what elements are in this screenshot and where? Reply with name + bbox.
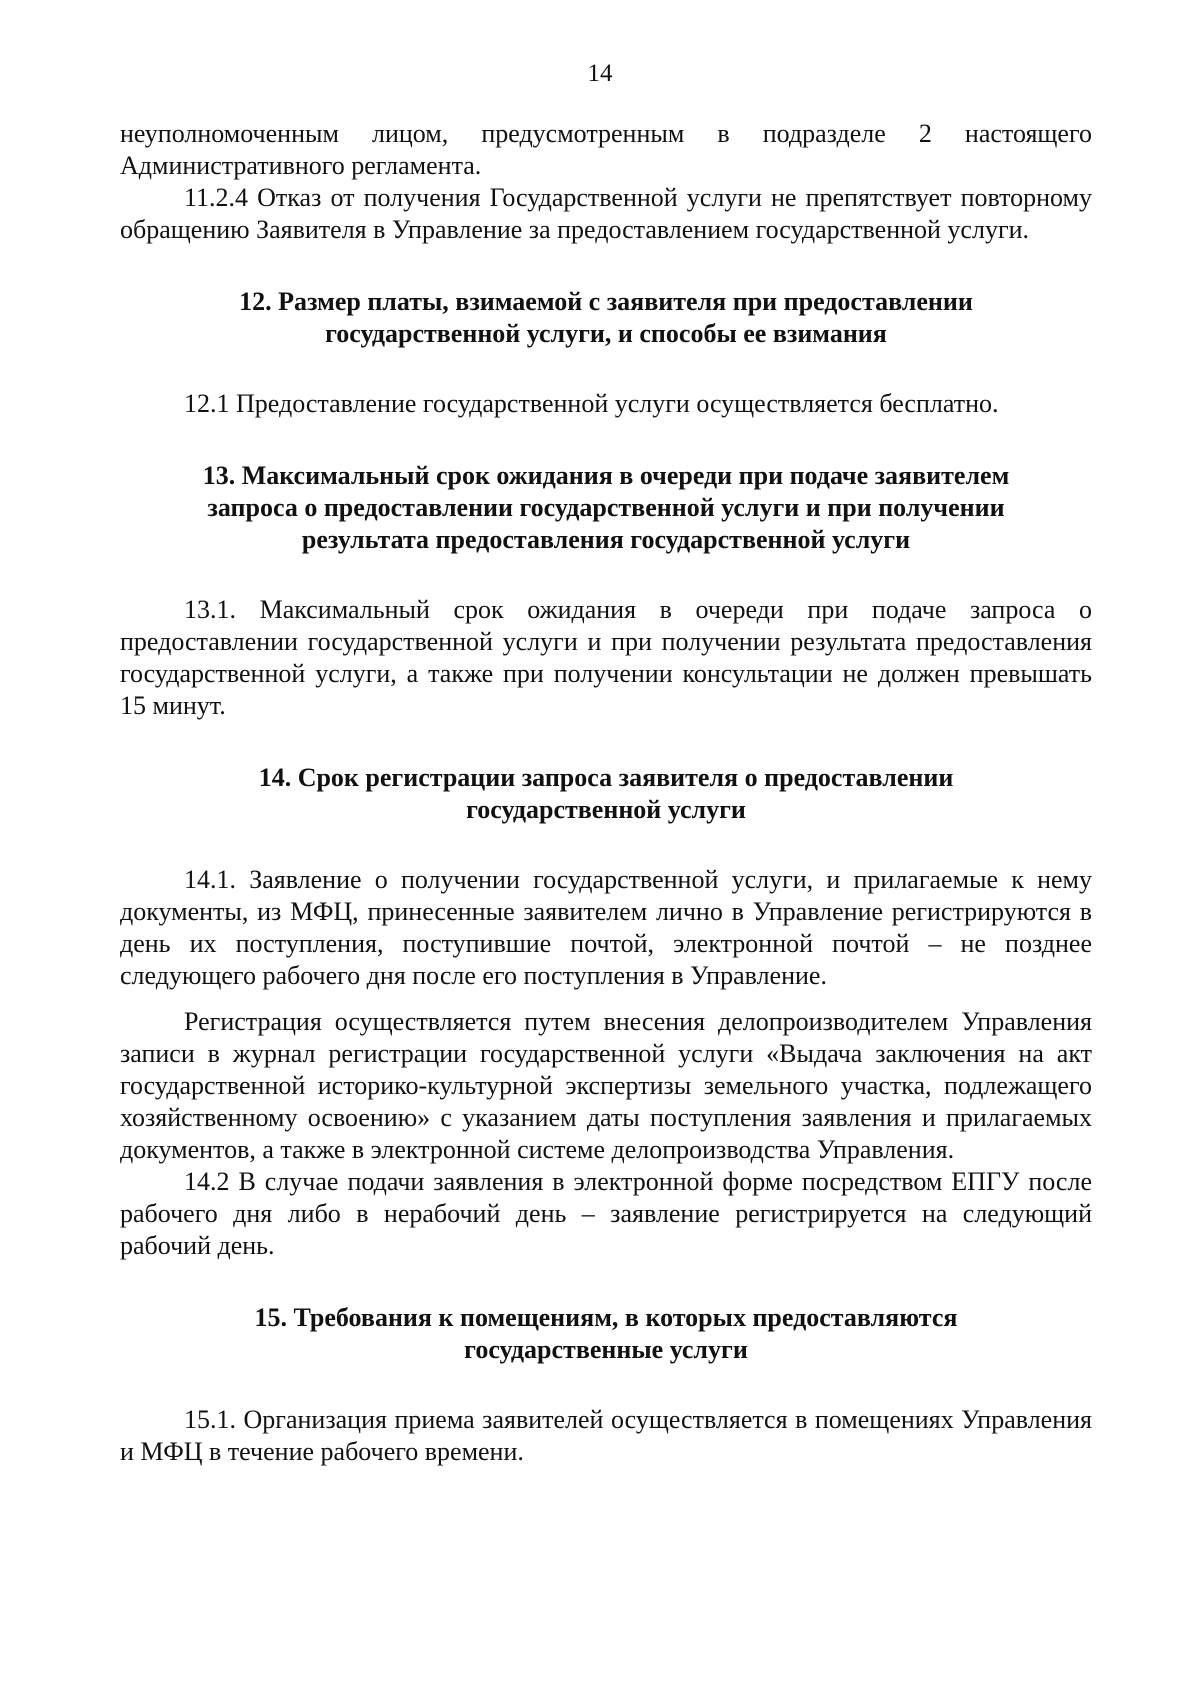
section-12-heading-line-1: 12. Размер платы, взимаемой с заявителя при предоставлении [239,287,973,316]
paragraph-13-1: 13.1. Максимальный срок ожидания в очереди при подаче запроса о предоставлении государственной услуги и при получении результата предоставления государственной услуги, а также при получении консультации не должен превышать 15 минут. [120,595,1092,720]
paragraph-1: неуполномоченным лицом, предусмотренным в подразделе 2 настоящего Административного регламента. [120,119,1092,180]
section-14-heading-line-2: государственной услуги [466,795,746,824]
paragraph-11-2-4: 11.2.4 Отказ от получения Государственной услуги не препятствует повторному обращению Заявителя в Управление за предоставлением государственной услуги. [120,183,1092,244]
paragraph-12-1: 12.1 Предоставление государственной услуги осуществляется бесплатно. [184,389,999,418]
paragraph-14-1: 14.1. Заявление о получении государственной услуги, и прилагаемые к нему документы, из МФЦ, принесенные заявителем лично в Управление регистрируются в день их поступления, поступившие почтой, электронной почтой – не позднее следующего рабочего дня после его поступления в Управление. [120,865,1092,990]
section-14-heading [120,762,1092,826]
section-15-heading-line-2: государственные услуги [464,1335,748,1364]
section-13-heading-line-1: 13. Максимальный срок ожидания в очереди при подаче заявителем [202,461,1010,490]
paragraph-14-2: 14.2 В случае подачи заявления в электронной форме посредством ЕПГУ после рабочего дня либо в нерабочий день – заявление регистрируется на следующий рабочий день. [120,1167,1092,1260]
paragraph-registration: Регистрация осуществляется путем внесения делопроизводителем Управления записи в журнал регистрации государственной услуги «Выдача заключения на акт государственной историко-культурной экспертизы земельного участка, подлежащего хозяйственному освоению» с указанием даты поступления заявления и прилагаемых документов, а также в электронной системе делопроизводства Управления. [120,1007,1092,1164]
section-13-heading-line-3: результата предоставления государственной услуги [301,525,911,554]
section-13-heading-line-2: запроса о предоставлении государственной услуги и при получении [207,493,1005,522]
section-12-heading [120,286,1092,350]
paragraph-15-1: 15.1. Организация приема заявителей осуществляется в помещениях Управления и МФЦ в течение рабочего времени. [120,1405,1092,1466]
document-body [120,118,1092,1468]
section-14-heading-line-1: 14. Срок регистрации запроса заявителя о предоставлении [258,763,954,792]
section-15-heading [120,1302,1092,1366]
section-12-heading-line-2: государственной услуги, и способы ее взимания [325,319,887,348]
page-number: 14 [587,60,613,87]
section-13-heading [120,460,1092,556]
section-15-heading-line-1: 15. Требования к помещениям, в которых предоставляются [254,1303,958,1332]
